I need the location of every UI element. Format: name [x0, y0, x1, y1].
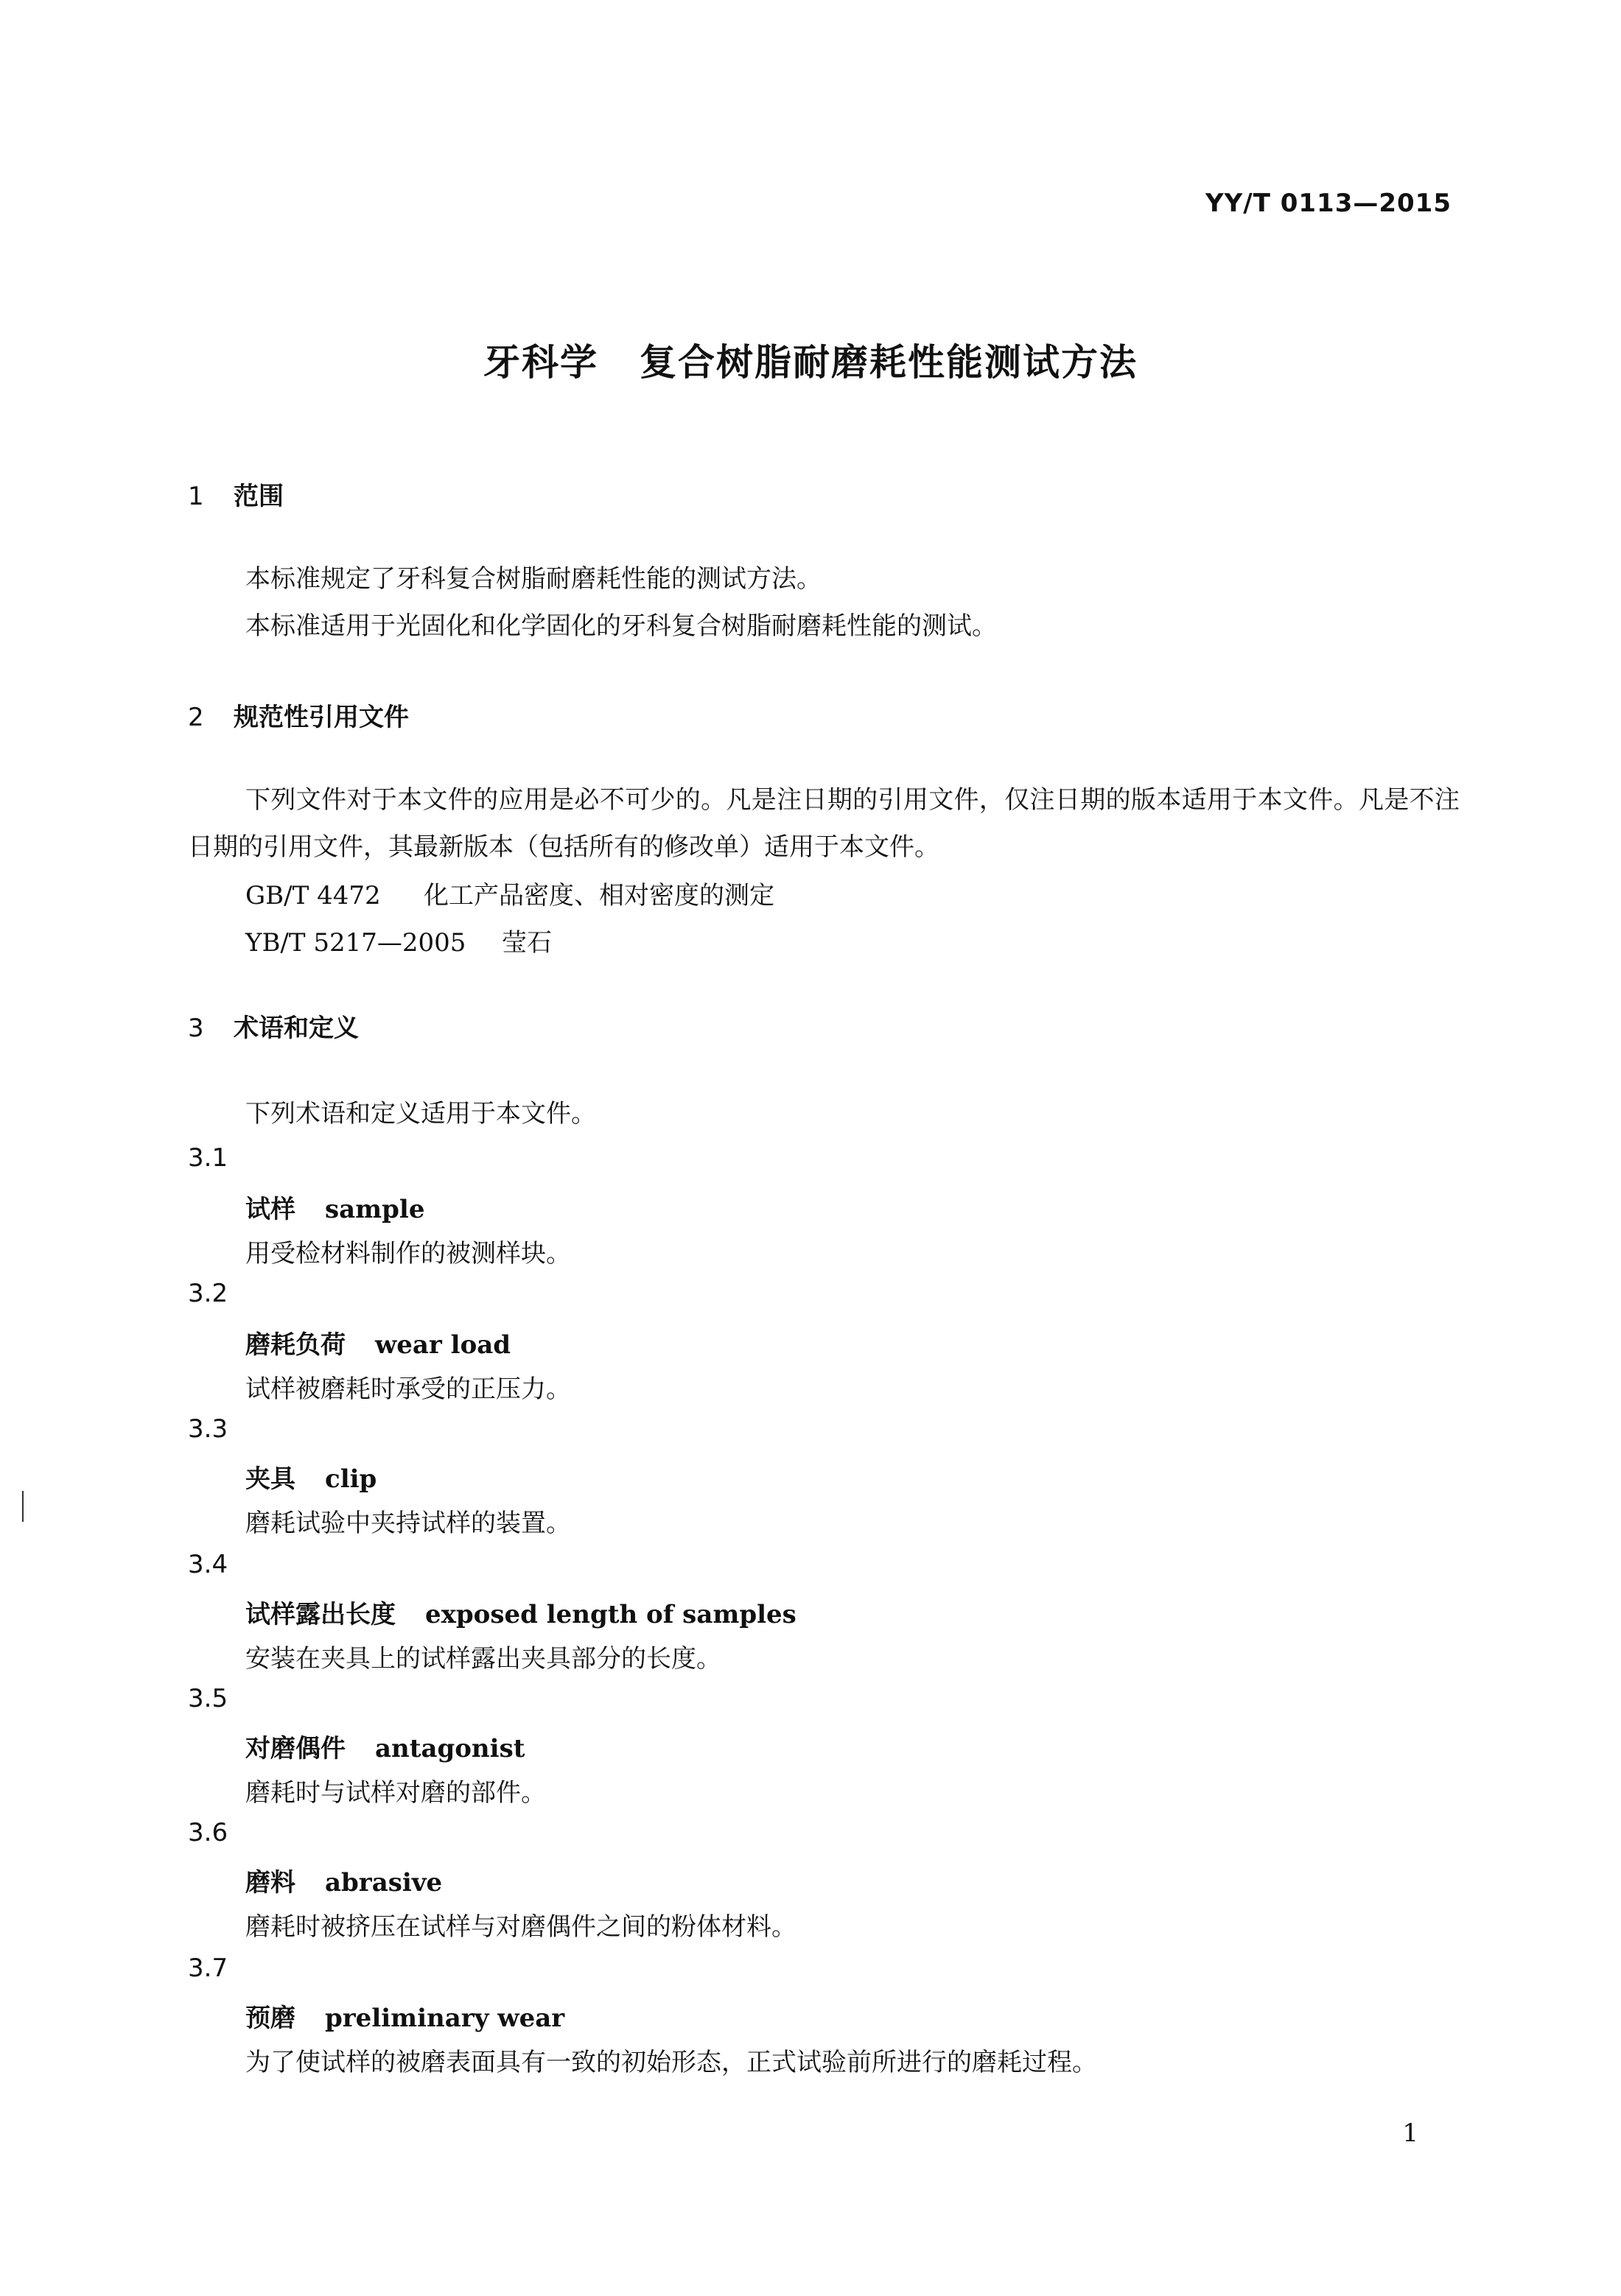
- section-title: 术语和定义: [234, 1014, 359, 1043]
- reference-item: [245, 875, 774, 911]
- term-number: 3.4: [188, 1550, 228, 1579]
- section-2-heading: [188, 697, 409, 733]
- term-zh: 试样: [245, 1195, 295, 1224]
- term-definition: 磨耗时与试样对磨的部件。: [245, 1778, 546, 1808]
- term-definition: 安装在夹具上的试样露出夹具部分的长度。: [245, 1644, 721, 1674]
- term-definition: 用受检材料制作的被测样块。: [245, 1239, 571, 1268]
- section-2-paragraph-1: 下列文件对于本文件的应用是必不可少的。凡是注日期的引用文件，仅注日期的版本适用于本文件。凡是不注日期的引用文件，其最新版本（包括所有的修改单）适用于本文件。: [188, 785, 1460, 862]
- term-number: 3.2: [188, 1279, 228, 1308]
- section-1-heading: [188, 476, 284, 512]
- scan-mark: [22, 1491, 24, 1522]
- term-en: preliminary wear: [325, 2004, 565, 2033]
- term-heading: [245, 1728, 525, 1764]
- term-number: 3.1: [188, 1143, 228, 1173]
- title-part2: 复合树脂耐磨耗性能测试方法: [640, 341, 1138, 384]
- term-heading: [245, 1189, 424, 1225]
- term-en: wear load: [375, 1330, 511, 1360]
- term-definition: 试样被磨耗时承受的正压力。: [245, 1375, 571, 1404]
- reference-item: [245, 922, 552, 958]
- term-en: antagonist: [375, 1734, 525, 1763]
- section-number: 2: [188, 703, 204, 732]
- reference-code: GB/T 4472: [245, 881, 381, 910]
- term-heading: [245, 1594, 797, 1630]
- term-en: exposed length of samples: [425, 1600, 797, 1629]
- reference-name: 化工产品密度、相对密度的测定: [424, 881, 774, 910]
- title-part1: 牙科学: [483, 341, 598, 384]
- page-number: 1: [1402, 2118, 1418, 2148]
- term-en: sample: [325, 1195, 425, 1224]
- document-title: [0, 333, 1621, 386]
- term-number: 3.5: [188, 1684, 228, 1713]
- section-number: 3: [188, 1014, 204, 1043]
- term-heading: [245, 1324, 511, 1361]
- term-zh: 磨料: [245, 1868, 295, 1897]
- reference-name: 莹石: [502, 928, 552, 958]
- section-1-paragraph-2: 本标准适用于光固化和化学固化的牙科复合树脂耐磨耗性能的测试。: [245, 611, 997, 641]
- section-title: 范围: [234, 482, 284, 511]
- section-1-paragraph-1: 本标准规定了牙科复合树脂耐磨耗性能的测试方法。: [245, 564, 822, 594]
- term-zh: 对磨偶件: [245, 1734, 346, 1763]
- term-number: 3.7: [188, 1953, 228, 1983]
- section-3-heading: [188, 1008, 359, 1044]
- term-zh: 试样露出长度: [245, 1600, 396, 1629]
- term-heading: [245, 1458, 377, 1495]
- term-en: abrasive: [325, 1868, 443, 1897]
- term-zh: 磨耗负荷: [245, 1330, 346, 1360]
- term-heading: [245, 1862, 442, 1898]
- term-definition: 为了使试样的被磨表面具有一致的初始形态，正式试验前所进行的磨耗过程。: [245, 2048, 1097, 2077]
- term-heading: [245, 1998, 564, 2034]
- term-definition: 磨耗试验中夹持试样的装置。: [245, 1509, 571, 1538]
- term-number: 3.6: [188, 1818, 228, 1847]
- reference-code: YB/T 5217—2005: [245, 928, 466, 958]
- term-number: 3.3: [188, 1414, 228, 1444]
- standard-number: YY/T 0113—2015: [1205, 189, 1452, 218]
- section-3-paragraph-1: 下列术语和定义适用于本文件。: [245, 1099, 596, 1128]
- section-title: 规范性引用文件: [234, 703, 409, 732]
- term-en: clip: [325, 1464, 377, 1494]
- term-definition: 磨耗时被挤压在试样与对磨偶件之间的粉体材料。: [245, 1912, 797, 1942]
- term-zh: 夹具: [245, 1464, 295, 1494]
- term-zh: 预磨: [245, 2004, 295, 2033]
- section-number: 1: [188, 482, 204, 511]
